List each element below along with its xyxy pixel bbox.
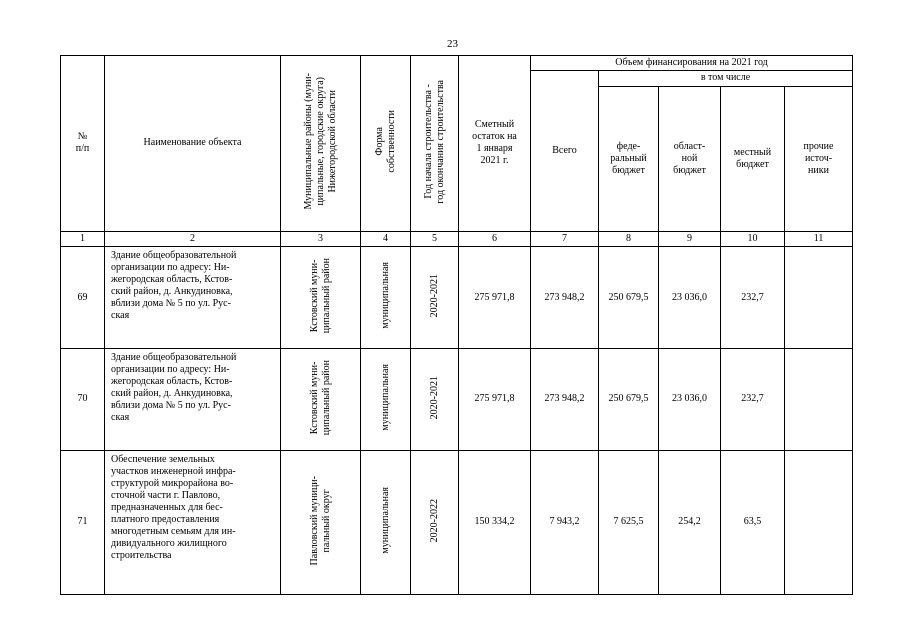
header-other: прочие источ- ники xyxy=(785,86,853,231)
row-federal: 250 679,5 xyxy=(599,348,659,450)
col-number: 5 xyxy=(411,231,459,246)
header-regional: област- ной бюджет xyxy=(659,86,721,231)
header-years xyxy=(411,56,459,232)
row-district xyxy=(281,247,361,349)
row-regional: 254,2 xyxy=(659,450,721,594)
row-ownership-text: муниципальная xyxy=(379,363,391,431)
col-number: 2 xyxy=(105,231,281,246)
row-years xyxy=(411,348,459,450)
col-number: 6 xyxy=(459,231,531,246)
col-number: 4 xyxy=(361,231,411,246)
row-district-text: Павловский муници- пальный округ xyxy=(308,475,332,565)
table-row xyxy=(61,247,853,349)
col-number: 10 xyxy=(721,231,785,246)
col-number: 11 xyxy=(785,231,853,246)
table-row xyxy=(61,348,853,450)
row-estimate: 275 971,8 xyxy=(459,348,531,450)
row-district xyxy=(281,450,361,594)
row-total: 273 948,2 xyxy=(531,348,599,450)
row-name: Обеспечение земельных участков инженерной инфра- структурой микрорайона во- сточной части г. Павлово, предназначенных для бес- платного предоставления многодетным семьям для ин- дивидуального жилищного строительства xyxy=(105,450,281,594)
header-ownership-text: Форма собственности xyxy=(373,110,397,173)
row-total: 7 943,2 xyxy=(531,450,599,594)
row-federal: 7 625,5 xyxy=(599,450,659,594)
header-name: Наименование объекта xyxy=(105,56,281,232)
row-regional: 23 036,0 xyxy=(659,348,721,450)
row-regional: 23 036,0 xyxy=(659,247,721,349)
col-number: 1 xyxy=(61,231,105,246)
row-other xyxy=(785,450,853,594)
row-district-text: Кстовский муни- ципальный район xyxy=(308,359,332,435)
row-years-text: 2020-2022 xyxy=(428,498,440,542)
row-name: Здание общеобразовательной организации по адресу: Ни- жегородская область, Кстов- ский район, д. Анкудиновка, вблизи дома № 5 по ул. Рус- ская xyxy=(105,348,281,450)
row-estimate: 150 334,2 xyxy=(459,450,531,594)
row-estimate: 275 971,8 xyxy=(459,247,531,349)
header-districts-text: Муниципальные районы (муни- ципальные, городские округа) Нижегородской области xyxy=(302,73,338,210)
row-years-text: 2020-2021 xyxy=(428,273,440,318)
row-district-text: Кстовский муни- ципальный район xyxy=(308,257,332,334)
header-districts xyxy=(281,56,361,232)
row-local: 63,5 xyxy=(721,450,785,594)
row-federal: 250 679,5 xyxy=(599,247,659,349)
row-local: 232,7 xyxy=(721,247,785,349)
col-number: 8 xyxy=(599,231,659,246)
header-local: местный бюджет xyxy=(721,86,785,231)
row-num: 70 xyxy=(61,348,105,450)
row-num: 69 xyxy=(61,247,105,349)
row-ownership xyxy=(361,247,411,349)
row-total: 273 948,2 xyxy=(531,247,599,349)
header-num: № п/п xyxy=(61,56,105,232)
row-ownership xyxy=(361,348,411,450)
row-years xyxy=(411,247,459,349)
row-other xyxy=(785,247,853,349)
row-other xyxy=(785,348,853,450)
header-federal: феде- ральный бюджет xyxy=(599,86,659,231)
row-years-text: 2020-2021 xyxy=(428,375,440,419)
row-ownership xyxy=(361,450,411,594)
col-number: 3 xyxy=(281,231,361,246)
header-including: в том числе xyxy=(599,71,853,86)
column-numbers-row xyxy=(61,231,853,246)
row-local: 232,7 xyxy=(721,348,785,450)
row-name: Здание общеобразовательной организации по адресу: Ни- жегородская область, Кстов- ский район, д. Анкудиновка, вблизи дома № 5 по ул. Рус- ская xyxy=(105,247,281,349)
funding-table xyxy=(60,55,853,595)
header-total: Всего xyxy=(531,71,599,232)
header-ownership xyxy=(361,56,411,232)
row-ownership-text: муниципальная xyxy=(379,262,391,329)
row-district xyxy=(281,348,361,450)
header-estimate: Сметный остаток на 1 января 2021 г. xyxy=(459,56,531,232)
row-years xyxy=(411,450,459,594)
row-num: 71 xyxy=(61,450,105,594)
col-number: 9 xyxy=(659,231,721,246)
header-years-text: Год начала строительства - год окончания строительства xyxy=(422,79,446,204)
page-number: 23 xyxy=(447,38,458,50)
row-ownership-text: муниципальная xyxy=(379,486,391,554)
header-funding: Объем финансирования на 2021 год xyxy=(531,56,853,71)
col-number: 7 xyxy=(531,231,599,246)
table-row xyxy=(61,450,853,594)
